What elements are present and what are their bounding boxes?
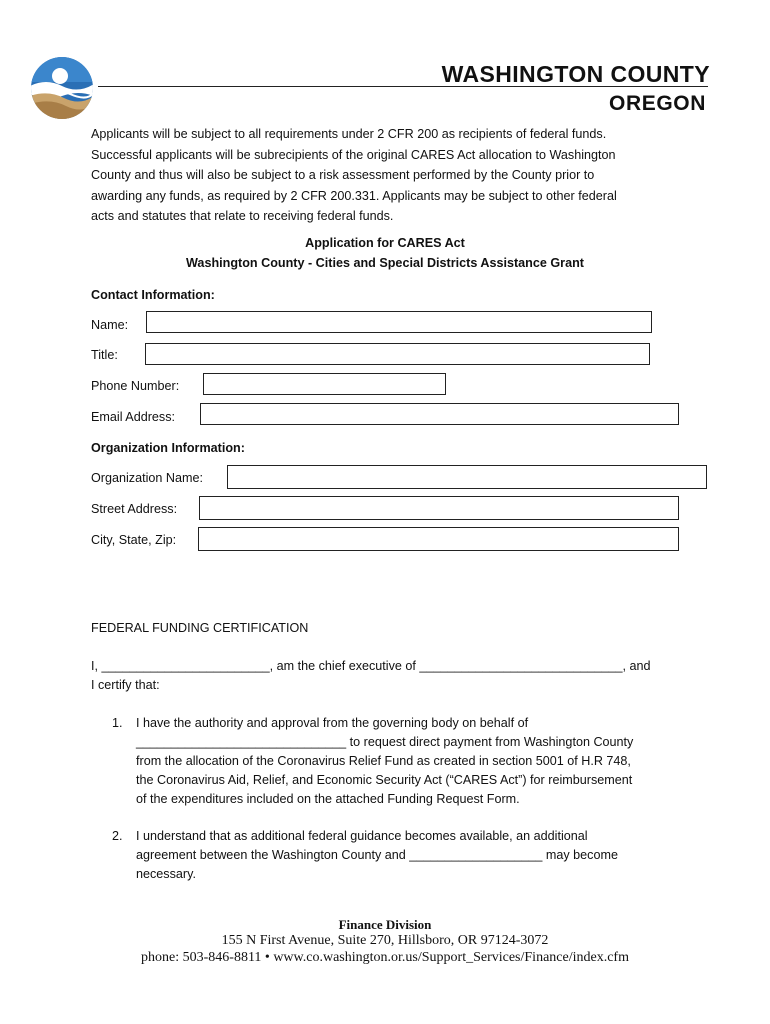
organization-heading: Organization Information: <box>91 441 245 455</box>
item-number: 1. <box>112 716 123 730</box>
statement-line: I, ________________________, am the chief executive of _____________________________, and <box>91 659 651 673</box>
intro-line: Successful applicants will be subrecipients of the original CARES Act allocation to Washington <box>91 147 616 162</box>
email-label: Email Address: <box>91 410 175 424</box>
org-name-label: Organization Name: <box>91 471 203 485</box>
footer-contact: phone: 503-846-8811 • www.co.washington.or.us/Support_Services/Finance/index.cfm <box>141 950 629 965</box>
item-text <box>136 714 686 809</box>
county-name: WASHINGTON COUNTY <box>441 61 710 87</box>
county-logo-icon <box>30 56 94 120</box>
certification-heading: FEDERAL FUNDING CERTIFICATION <box>91 621 309 635</box>
item-line: from the allocation of the Coronavirus Relief Fund as created in section 5001 of H.R 748, <box>136 754 631 768</box>
phone-label: Phone Number: <box>91 379 180 393</box>
form-subtitle: Washington County - Cities and Special Districts Assistance Grant <box>186 256 584 270</box>
item-number: 2. <box>112 829 123 843</box>
name-label: Name: <box>91 318 129 332</box>
footer-division: Finance Division <box>338 917 432 932</box>
intro-line: County and thus will also be subject to a risk assessment performed by the County prior to <box>91 168 595 183</box>
item-line: the Coronavirus Aid, Relief, and Economic Security Act (“CARES Act”) for reimbursement <box>136 773 633 787</box>
item-line: necessary. <box>136 867 196 881</box>
form-title: Application for CARES Act <box>305 236 465 250</box>
intro-line: awarding any funds, as required by 2 CFR 200.331. Applicants may be subject to other federal <box>91 188 617 203</box>
phone-field[interactable] <box>203 373 446 395</box>
item-line: agreement between the Washington County and ___________________ may become <box>136 848 618 862</box>
item-line: of the expenditures included on the attached Funding Request Form. <box>136 792 520 806</box>
footer-address: 155 N First Avenue, Suite 270, Hillsboro, OR 97124-3072 <box>221 933 549 948</box>
org-name-field[interactable] <box>227 465 707 489</box>
item-line: I understand that as additional federal guidance becomes available, an additional <box>136 829 588 843</box>
street-label: Street Address: <box>91 502 178 516</box>
statement-line: I certify that: <box>91 678 160 692</box>
certification-statement <box>91 657 651 695</box>
name-field[interactable] <box>146 311 652 333</box>
title-label: Title: <box>91 348 118 362</box>
intro-paragraph <box>91 124 691 227</box>
title-field[interactable] <box>145 343 650 365</box>
intro-line: acts and statutes that relate to receiving federal funds. <box>91 209 394 224</box>
contact-heading: Contact Information: <box>91 288 215 302</box>
city-field[interactable] <box>198 527 679 551</box>
item-line: ______________________________ to request direct payment from Washington County <box>136 735 634 749</box>
intro-line: Applicants will be subject to all requirements under 2 CFR 200 as recipients of federal funds. <box>91 127 607 141</box>
item-line: I have the authority and approval from the governing body on behalf of <box>136 716 529 730</box>
item-text <box>136 827 686 884</box>
city-label: City, State, Zip: <box>91 533 177 547</box>
email-field[interactable] <box>200 403 679 425</box>
street-field[interactable] <box>199 496 679 520</box>
state-name: OREGON <box>609 92 706 115</box>
